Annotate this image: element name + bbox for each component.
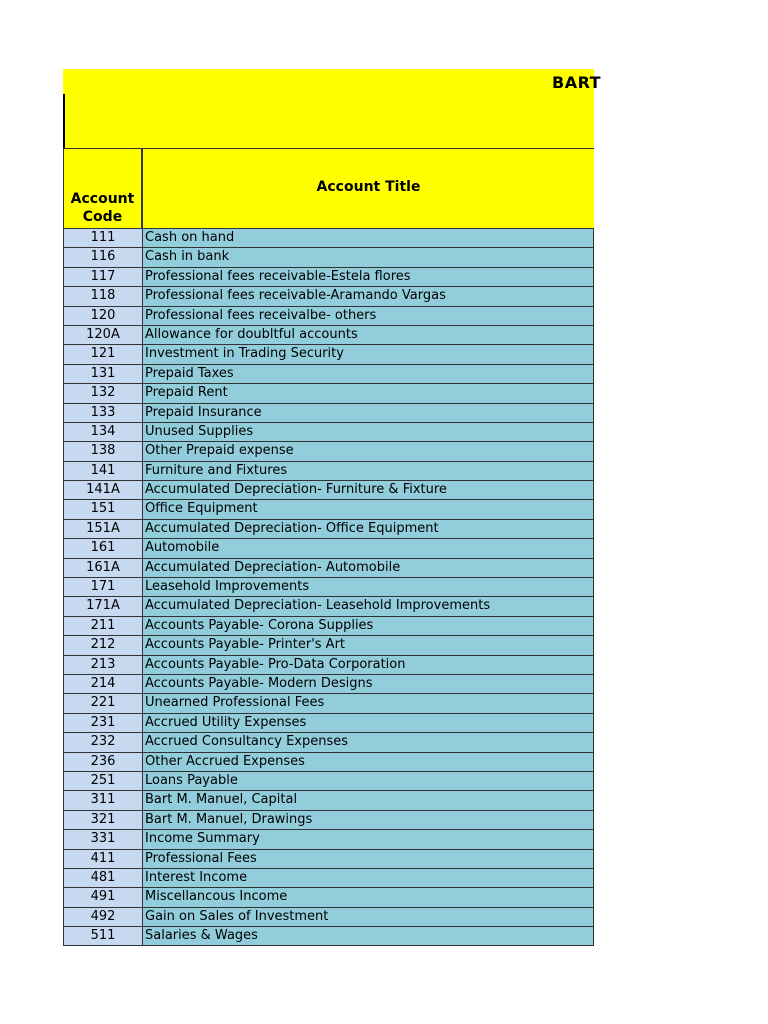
table-row[interactable] (63, 656, 594, 675)
table-row[interactable] (63, 500, 594, 519)
account-code-cell[interactable]: 331 (63, 830, 143, 848)
table-row[interactable] (63, 539, 594, 558)
account-code-cell[interactable]: 491 (63, 888, 143, 906)
table-row[interactable] (63, 268, 594, 287)
account-title-cell[interactable]: Miscellancous Income (143, 888, 594, 906)
table-row[interactable] (63, 365, 594, 384)
account-title-cell[interactable]: Accumulated Depreciation- Leasehold Improvements (143, 597, 594, 615)
table-row[interactable] (63, 772, 594, 791)
account-title-cell[interactable]: Unused Supplies (143, 423, 594, 441)
account-code-cell[interactable]: 511 (63, 927, 143, 945)
account-title-cell[interactable]: Prepaid Rent (143, 384, 594, 402)
account-code-cell[interactable]: 134 (63, 423, 143, 441)
account-title-cell[interactable]: Accounts Payable- Corona Supplies (143, 617, 594, 635)
title-band (63, 69, 602, 148)
account-title-cell[interactable]: Accumulated Depreciation- Automobile (143, 559, 594, 577)
account-code-cell[interactable]: 161 (63, 539, 143, 557)
table-row[interactable] (63, 811, 594, 830)
account-title-cell[interactable]: Accounts Payable- Pro-Data Corporation (143, 656, 594, 674)
account-code-cell[interactable]: 121 (63, 345, 143, 363)
account-code-cell[interactable]: 211 (63, 617, 143, 635)
account-code-cell[interactable]: 117 (63, 268, 143, 286)
account-title-cell[interactable]: Professional Fees (143, 850, 594, 868)
account-code-cell[interactable]: 120 (63, 307, 143, 325)
account-code-cell[interactable]: 151 (63, 500, 143, 518)
account-title-cell[interactable]: Accounts Payable- Modern Designs (143, 675, 594, 693)
account-title-cell[interactable]: Other Prepaid expense (143, 442, 594, 460)
account-code-cell[interactable]: 118 (63, 287, 143, 305)
account-title-cell[interactable]: Accrued Utility Expenses (143, 714, 594, 732)
account-title-cell[interactable]: Salaries & Wages (143, 927, 594, 945)
account-code-cell[interactable]: 212 (63, 636, 143, 654)
account-code-cell[interactable]: 231 (63, 714, 143, 732)
account-title-cell[interactable]: Investment in Trading Security (143, 345, 594, 363)
table-row[interactable] (63, 636, 594, 655)
header-row (63, 148, 594, 228)
table-row[interactable] (63, 888, 594, 907)
table-row[interactable] (63, 850, 594, 869)
table-row[interactable] (63, 869, 594, 888)
account-code-cell[interactable]: 321 (63, 811, 143, 829)
account-code-header: Account Code (63, 149, 143, 228)
table-row[interactable] (63, 423, 594, 442)
account-code-cell[interactable]: 492 (63, 908, 143, 926)
account-title-cell[interactable]: Accumulated Depreciation- Furniture & Fixture (143, 481, 594, 499)
account-code-cell[interactable]: 411 (63, 850, 143, 868)
account-code-cell[interactable]: 151A (63, 520, 143, 538)
table-row[interactable] (63, 287, 594, 306)
account-title-cell[interactable]: Loans Payable (143, 772, 594, 790)
account-title-cell[interactable]: Gain on Sales of Investment (143, 908, 594, 926)
account-code-cell[interactable]: 161A (63, 559, 143, 577)
table-row[interactable] (63, 791, 594, 810)
table-row[interactable] (63, 229, 594, 248)
account-title-cell[interactable]: Bart M. Manuel, Capital (143, 791, 594, 809)
table-row[interactable] (63, 384, 594, 403)
account-code-cell[interactable]: 141A (63, 481, 143, 499)
account-code-cell[interactable]: 131 (63, 365, 143, 383)
account-title-cell[interactable]: Unearned Professional Fees (143, 694, 594, 712)
account-code-cell[interactable]: 116 (63, 248, 143, 266)
table-row[interactable] (63, 326, 594, 345)
table-row[interactable] (63, 462, 594, 481)
table-row[interactable] (63, 830, 594, 849)
chart-of-accounts-sheet (63, 69, 602, 946)
table-row[interactable] (63, 694, 594, 713)
table-row[interactable] (63, 404, 594, 423)
account-code-cell[interactable]: 141 (63, 462, 143, 480)
account-code-cell[interactable]: 132 (63, 384, 143, 402)
table-row[interactable] (63, 675, 594, 694)
account-code-cell[interactable]: 120A (63, 326, 143, 344)
account-title-cell[interactable]: Accounts Payable- Printer's Art (143, 636, 594, 654)
table-row[interactable] (63, 559, 594, 578)
table-row[interactable] (63, 307, 594, 326)
table-row[interactable] (63, 481, 594, 500)
account-title-cell[interactable]: Professional fees receivalbe- others (143, 307, 594, 325)
account-code-cell[interactable]: 111 (63, 229, 143, 247)
account-code-cell[interactable]: 171 (63, 578, 143, 596)
account-title-cell[interactable]: Accumulated Depreciation- Office Equipment (143, 520, 594, 538)
account-title-cell[interactable]: Leasehold Improvements (143, 578, 594, 596)
account-code-cell[interactable]: 232 (63, 733, 143, 751)
account-code-cell[interactable]: 251 (63, 772, 143, 790)
account-code-cell[interactable]: 481 (63, 869, 143, 887)
account-title-header: Account Title (316, 179, 421, 195)
account-title-cell[interactable]: Bart M. Manuel, Drawings (143, 811, 594, 829)
table-row[interactable] (63, 733, 594, 752)
account-title-cell[interactable]: Prepaid Insurance (143, 404, 594, 422)
account-title-cell[interactable]: Accrued Consultancy Expenses (143, 733, 594, 751)
account-code-cell[interactable]: 221 (63, 694, 143, 712)
account-title-cell[interactable]: Cash in bank (143, 248, 594, 266)
account-title-cell[interactable]: Furniture and Fixtures (143, 462, 594, 480)
account-rows (63, 228, 594, 946)
table-row[interactable] (63, 617, 594, 636)
account-title-cell[interactable]: Other Accrued Expenses (143, 753, 594, 771)
table-row[interactable] (63, 927, 594, 946)
account-title-cell[interactable]: Interest Income (143, 869, 594, 887)
account-code-cell[interactable]: 213 (63, 656, 143, 674)
table-row[interactable] (63, 248, 594, 267)
account-title-cell[interactable]: Prepaid Taxes (143, 365, 594, 383)
table-row[interactable] (63, 753, 594, 772)
account-title-cell[interactable]: Cash on hand (143, 229, 594, 247)
table-row[interactable] (63, 578, 594, 597)
table-row[interactable] (63, 908, 594, 927)
left-border-rule (63, 94, 65, 148)
account-title-cell[interactable]: Allowance for doubltful accounts (143, 326, 594, 344)
table-row[interactable] (63, 714, 594, 733)
account-code-cell[interactable]: 133 (63, 404, 143, 422)
table-row[interactable] (63, 520, 594, 539)
table-row[interactable] (63, 597, 594, 616)
account-code-cell[interactable]: 311 (63, 791, 143, 809)
account-code-cell[interactable]: 138 (63, 442, 143, 460)
account-code-cell[interactable]: 236 (63, 753, 143, 771)
company-title: BART (552, 73, 602, 92)
account-title-cell[interactable]: Automobile (143, 539, 594, 557)
account-code-cell[interactable]: 214 (63, 675, 143, 693)
account-title-cell[interactable]: Office Equipment (143, 500, 594, 518)
account-title-cell[interactable]: Professional fees receivable-Estela flores (143, 268, 594, 286)
account-title-cell[interactable]: Income Summary (143, 830, 594, 848)
account-code-cell[interactable]: 171A (63, 597, 143, 615)
account-title-cell[interactable]: Professional fees receivable-Aramando Vargas (143, 287, 594, 305)
table-row[interactable] (63, 442, 594, 461)
table-row[interactable] (63, 345, 594, 364)
